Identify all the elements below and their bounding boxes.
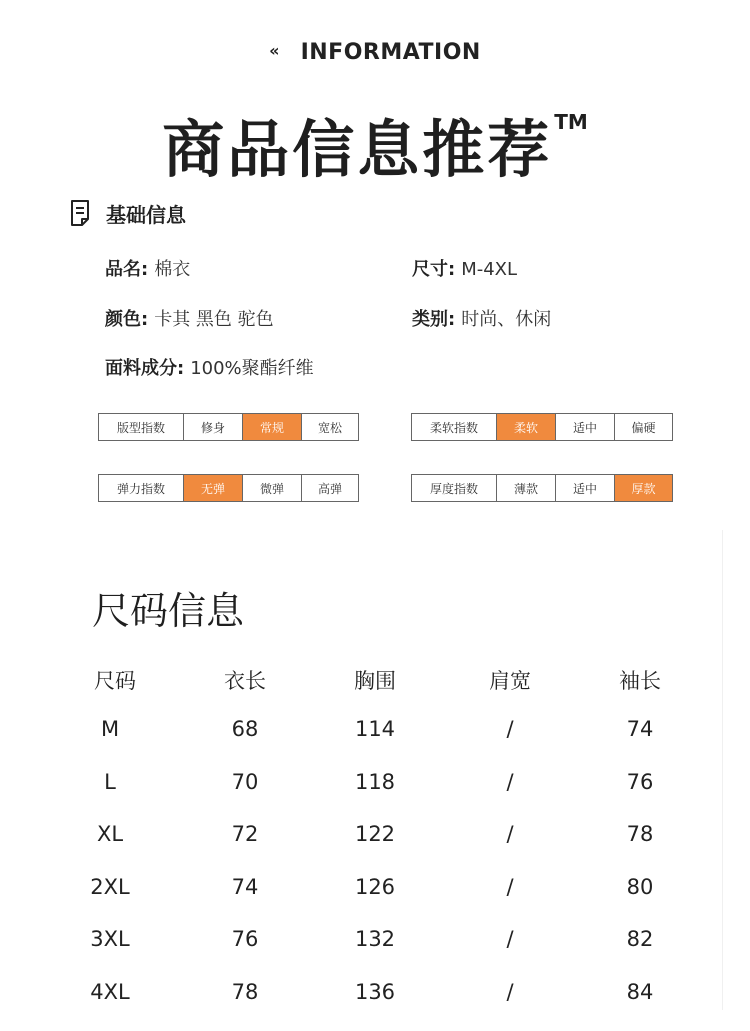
information-label: INFORMATION bbox=[300, 40, 481, 65]
table-cell: 78 bbox=[231, 980, 259, 1004]
information-header bbox=[0, 40, 750, 65]
table-cell: 4XL bbox=[90, 980, 130, 1004]
product-name-value: 棉衣 bbox=[154, 259, 191, 280]
shoulder-header: 肩宽 bbox=[489, 669, 531, 693]
table-cell: 84 bbox=[626, 980, 654, 1004]
table-cell: 82 bbox=[626, 927, 654, 951]
fit-option: 修身 bbox=[183, 414, 242, 440]
elasticity-option: 微弹 bbox=[242, 475, 301, 501]
document-icon bbox=[68, 199, 92, 227]
table-cell: 114 bbox=[354, 717, 396, 741]
elasticity-index-label: 弹力指数 bbox=[116, 481, 165, 496]
table-cell: L bbox=[104, 770, 116, 794]
table-cell: / bbox=[506, 717, 514, 741]
table-cell: 2XL bbox=[90, 875, 130, 899]
softness-index-label: 柔软指数 bbox=[429, 420, 478, 435]
table-cell: 132 bbox=[354, 927, 396, 951]
page-title bbox=[0, 82, 750, 190]
thickness-index-label: 厚度指数 bbox=[429, 481, 478, 496]
table-cell: 80 bbox=[626, 875, 654, 899]
chest-header: 胸围 bbox=[354, 669, 396, 693]
category-label: 类别: bbox=[412, 309, 456, 330]
basic-info-title: 基础信息 bbox=[106, 202, 186, 227]
category-row bbox=[412, 308, 551, 332]
table-cell: / bbox=[506, 822, 514, 846]
color-label: 颜色: bbox=[105, 309, 149, 330]
thickness-option: 薄款 bbox=[496, 475, 555, 501]
trademark-mark: TM bbox=[554, 110, 588, 134]
table-cell: 76 bbox=[231, 927, 259, 951]
basic-info-heading bbox=[68, 198, 186, 228]
table-cell: 74 bbox=[626, 717, 654, 741]
table-cell: 68 bbox=[231, 717, 259, 741]
divider-line bbox=[722, 530, 723, 1010]
elasticity-index-bar bbox=[98, 474, 359, 502]
thickness-option: 适中 bbox=[555, 475, 614, 501]
size-label: 尺寸: bbox=[412, 259, 456, 280]
table-cell: 76 bbox=[626, 770, 654, 794]
table-cell: / bbox=[506, 875, 514, 899]
length-header: 衣长 bbox=[224, 669, 266, 693]
fabric-row bbox=[105, 357, 314, 381]
fit-option: 宽松 bbox=[301, 414, 358, 440]
softness-option: 适中 bbox=[555, 414, 614, 440]
size-info-title: 尺码信息 bbox=[92, 589, 245, 633]
color-row bbox=[105, 308, 274, 332]
table-cell: 136 bbox=[354, 980, 396, 1004]
fit-index-bar bbox=[98, 413, 359, 441]
softness-index-bar bbox=[411, 413, 673, 441]
category-value: 时尚、休闲 bbox=[461, 309, 552, 330]
product-name-row bbox=[105, 258, 190, 282]
table-cell: XL bbox=[96, 822, 124, 846]
thickness-index-bar bbox=[411, 474, 673, 502]
softness-option: 柔软 bbox=[496, 414, 555, 440]
sleeve-header: 袖长 bbox=[619, 669, 661, 693]
table-cell: 70 bbox=[231, 770, 259, 794]
double-chevron-left-icon: « bbox=[269, 41, 280, 60]
page-title-text: 商品信息推荐 bbox=[162, 113, 553, 186]
size-header: 尺码 bbox=[94, 669, 136, 693]
fabric-label: 面料成分: bbox=[105, 358, 185, 379]
table-cell: / bbox=[506, 927, 514, 951]
elasticity-option: 无弹 bbox=[183, 475, 242, 501]
table-cell: 122 bbox=[354, 822, 396, 846]
fabric-value: 100%聚酯纤维 bbox=[190, 358, 314, 379]
table-cell: 118 bbox=[354, 770, 396, 794]
table-cell: 3XL bbox=[90, 927, 130, 951]
size-value: M-4XL bbox=[461, 259, 518, 280]
elasticity-option: 高弹 bbox=[301, 475, 358, 501]
fit-index-label: 版型指数 bbox=[116, 420, 165, 435]
table-cell: 78 bbox=[626, 822, 654, 846]
color-value: 卡其 黑色 驼色 bbox=[154, 309, 274, 330]
thickness-option: 厚款 bbox=[614, 475, 672, 501]
table-cell: M bbox=[100, 717, 120, 741]
table-cell: 126 bbox=[354, 875, 396, 899]
table-cell: 72 bbox=[231, 822, 259, 846]
table-cell: 74 bbox=[231, 875, 259, 899]
table-cell: / bbox=[506, 980, 514, 1004]
product-name-label: 品名: bbox=[105, 259, 149, 280]
table-cell: / bbox=[506, 770, 514, 794]
fit-option: 常规 bbox=[242, 414, 301, 440]
softness-option: 偏硬 bbox=[614, 414, 672, 440]
size-row bbox=[412, 258, 517, 282]
